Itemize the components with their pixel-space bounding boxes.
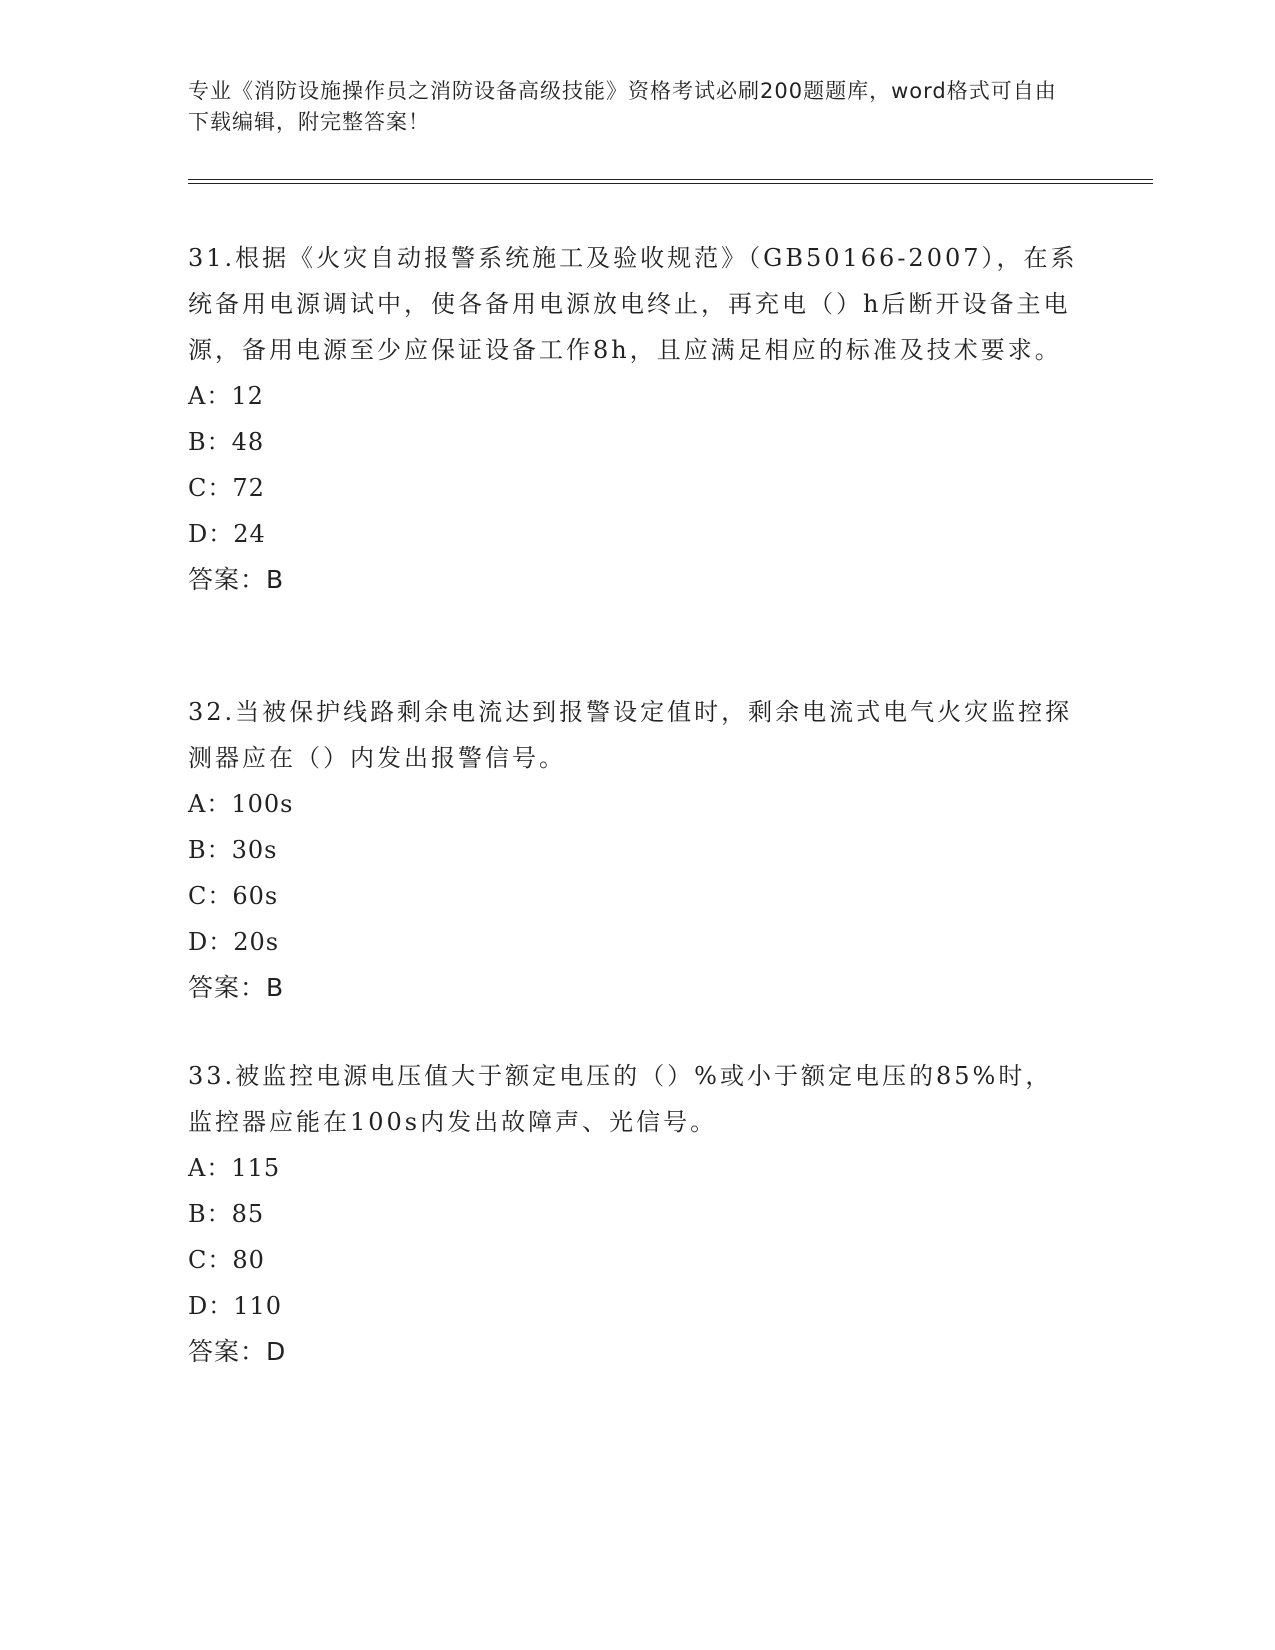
question-stem: 31.根据《火灾自动报警系统施工及验收规范》（GB50166-2007），在系统备用电源调试中，使各备用电源放电终止，再充电（）h后断开设备主电源，备用电源至少应保证设备工作8h，且应满足相应的标准及技术要求。: [188, 244, 1078, 364]
option-b: B：48: [188, 428, 265, 456]
option-d: D：20s: [188, 928, 280, 956]
option-c: C：72: [188, 474, 265, 502]
option-c: C：80: [188, 1246, 265, 1274]
option-a: A：12: [188, 382, 264, 410]
question-31: [188, 235, 1078, 603]
answer-label: 答案：B: [188, 565, 285, 594]
option-d: D：24: [188, 520, 266, 548]
question-stem: 33.被监控电源电压值大于额定电压的（）%或小于额定电压的85%时，监控器应能在100s内发出故障声、光信号。: [188, 1062, 1053, 1136]
option-d: D：110: [188, 1292, 283, 1320]
option-b: B：30s: [188, 836, 278, 864]
option-c: C：60s: [188, 882, 279, 910]
question-stem: 32.当被保护线路剩余电流达到报警设定值时，剩余电流式电气火灾监控探测器应在（）内发出报警信号。: [188, 698, 1073, 772]
answer-label: 答案：B: [188, 973, 285, 1002]
question-33: [188, 1053, 1078, 1375]
header-divider-line-second: [188, 183, 1153, 184]
option-a: A：115: [188, 1154, 281, 1182]
question-32: [188, 689, 1078, 1011]
header-divider-line: [188, 179, 1153, 180]
option-a: A：100s: [188, 790, 294, 818]
document-header: 专业《消防设施操作员之消防设备高级技能》资格考试必刷200题题库，word格式可自由下载编辑，附完整答案！: [188, 79, 1057, 134]
answer-label: 答案：D: [188, 1337, 287, 1366]
option-b: B：85: [188, 1200, 265, 1228]
